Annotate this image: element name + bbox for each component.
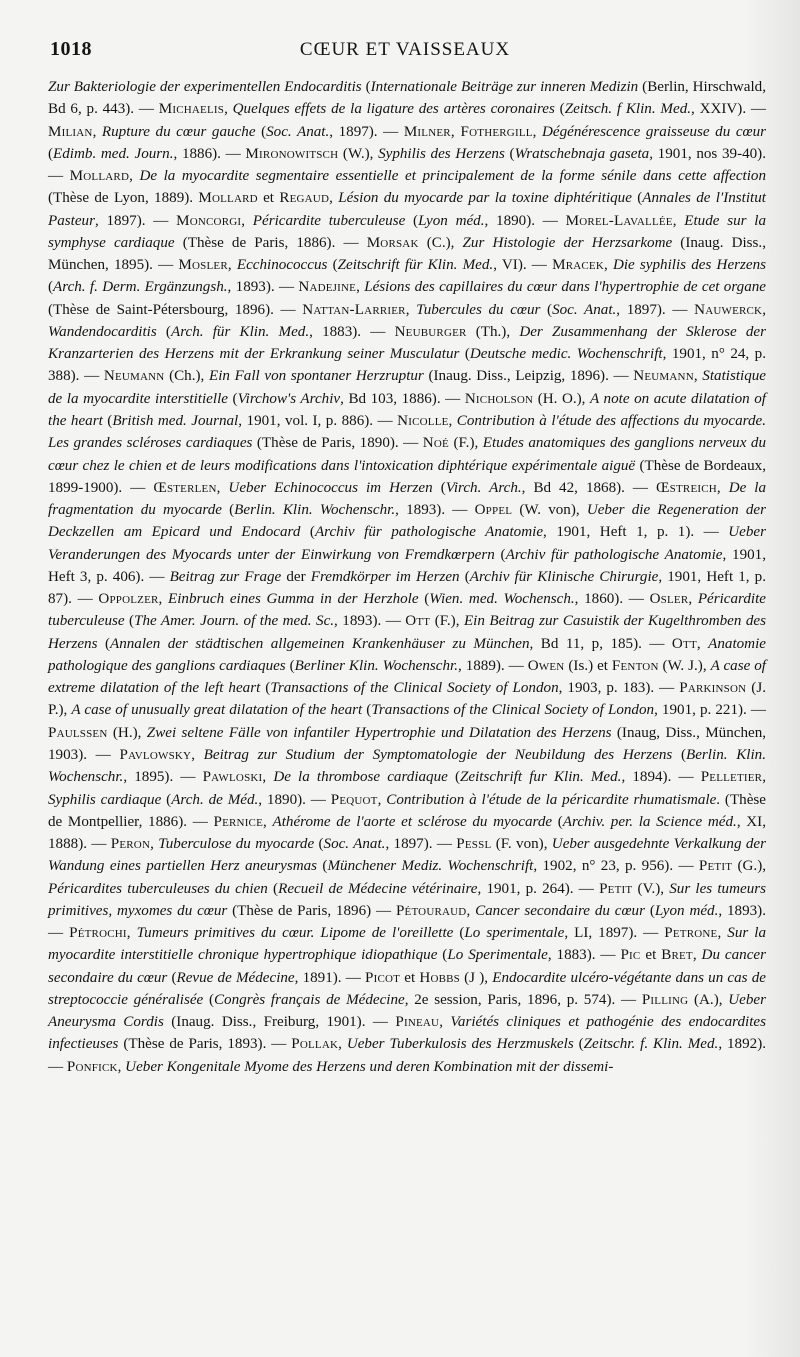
plain-text: , 1897). — — [94, 212, 177, 229]
plain-text: , — [191, 746, 204, 763]
plain-text: , XXIV). — — [691, 101, 766, 118]
italic-title: Etude sur la symphyse cardiaque — [48, 212, 766, 251]
plain-text: (W. von), — [512, 502, 587, 519]
author-name: Mollard — [198, 190, 258, 207]
page-header — [50, 38, 760, 66]
plain-text: , — [693, 368, 703, 385]
plain-text: , — [356, 279, 365, 296]
italic-title: Ueber Echinococcus im Herzen — [228, 479, 433, 496]
italic-title: Archiv. per. la Science méd. — [562, 813, 737, 830]
italic-title: Berlin. Klin. Wochenschr. — [234, 502, 396, 519]
plain-text: ( — [453, 925, 465, 942]
italic-title: De la myocardite segmentaire essentielle et principalement de la forme sénile dans cette affection — [139, 168, 766, 185]
author-name: Oppolzer — [98, 591, 159, 608]
italic-title: Edimb. med. Journ. — [53, 145, 174, 162]
plain-text: , — [377, 791, 387, 808]
italic-title: Lésions des capillaires du cœur dans l'hypertrophie de cet organe — [364, 279, 767, 296]
italic-title: Tumeurs primitives du cœur. Lipome de l'oreillette — [136, 925, 454, 942]
italic-title: Die syphilis des Herzens — [612, 257, 767, 274]
italic-title: Ueber Tuberkulosis des Herzmuskels — [346, 1036, 574, 1053]
plain-text: (Berlin, Hirschwald, Bd 6, p. 443). — — [48, 79, 766, 118]
plain-text: , 1894). — — [621, 769, 701, 786]
italic-title: Arch. f. Derm. Ergänzungsh. — [53, 279, 228, 296]
author-name: Neumann — [633, 368, 694, 385]
italic-title: Zeitschrift fur Klin. Med. — [460, 769, 622, 786]
plain-text: , 1895). — — [123, 769, 203, 786]
italic-title: Tubercules du cœur — [416, 301, 541, 318]
plain-text: , 1901, Heft 3, p. 406). — — [48, 546, 766, 585]
italic-title: Zeitschrift für Klin. Med. — [337, 257, 494, 274]
author-name: Fenton — [611, 657, 659, 674]
plain-text: , — [448, 412, 457, 429]
author-name: Pessl — [456, 836, 492, 853]
plain-text: (A.), — [688, 991, 729, 1008]
plain-text: , — [262, 769, 274, 786]
italic-title: Zeitschr. f. Klin. Med. — [583, 1036, 719, 1053]
plain-text: ( — [227, 390, 238, 407]
author-name: Ott — [405, 613, 431, 630]
italic-title: Archiv für pathologische Anatomie — [505, 546, 723, 563]
plain-text: , — [224, 101, 233, 118]
plain-text: , 1901, Heft 1, p. 1). — — [543, 524, 729, 541]
author-name: Morsak — [366, 234, 419, 251]
plain-text: . (Thèse de Montpellier, 1886). — — [48, 791, 766, 830]
plain-text: (W. J.), — [658, 657, 711, 674]
plain-text: ( — [540, 301, 553, 318]
author-name: Pilling — [641, 991, 689, 1008]
plain-text: , 1902, n° 23, p. 956). — — [533, 858, 699, 875]
plain-text: , — [762, 769, 766, 786]
italic-title: Athérome de l'aorte et sclérose du myocarde — [272, 813, 553, 830]
italic-title: Fremdkörper im Herzen — [310, 568, 460, 585]
italic-title: Sur les tumeurs primitives, myxomes du cœur — [48, 880, 766, 919]
plain-text: (V.), — [632, 880, 670, 897]
plain-text: , 2e session, Paris, 1896, p. 574). — — [404, 991, 642, 1008]
author-name: Pawloski — [202, 769, 263, 786]
author-name: Pequot — [330, 791, 378, 808]
italic-title: Congrès français de Médecine — [213, 991, 405, 1008]
author-name: Nauwerck — [694, 301, 763, 318]
italic-title: Zeitsch. f Klin. Med. — [564, 101, 692, 118]
plain-text: , Bd 42, 1868). — — [521, 479, 657, 496]
plain-text: ( — [102, 412, 113, 429]
plain-text: (Inaug, Diss., München, 1903). — — [48, 724, 767, 763]
plain-text: (F.), — [430, 613, 464, 630]
bibliography-text — [48, 76, 766, 1078]
italic-title: Wien. med. Wochensch. — [429, 591, 575, 608]
author-name: Œsterlen — [153, 479, 217, 496]
author-name: Parkinson — [679, 680, 747, 697]
plain-text: (Thèse de Lyon, 1889). — [48, 190, 199, 207]
author-name: Peron — [110, 836, 151, 853]
italic-title: Internationale Beiträge zur inneren Medizin — [370, 79, 639, 95]
plain-text: , 1901, p. 221). — — [654, 702, 766, 719]
italic-title: Du cancer secondaire du cœur — [48, 947, 766, 986]
author-name: Pétouraud — [395, 902, 467, 919]
plain-text: ( — [631, 190, 643, 207]
author-name: Regaud — [279, 190, 330, 207]
plain-text: ( — [285, 657, 295, 674]
author-name: Nadejine — [298, 279, 357, 296]
author-name: Ott — [671, 635, 697, 652]
italic-title: British med. Journal — [112, 412, 239, 429]
plain-text: , 1901, n° 24, p. 388). — — [48, 346, 766, 385]
plain-text: , VI). — — [493, 257, 553, 274]
plain-text: , — [716, 479, 729, 496]
italic-title: Cancer secondaire du cœur — [475, 902, 645, 919]
plain-text: ( — [494, 546, 506, 563]
plain-text: , 1883). — — [309, 323, 395, 340]
author-name: Moncorgi — [176, 212, 242, 229]
plain-text: , 1901, Heft 1, p. 87). — — [48, 568, 766, 608]
plain-text: , — [762, 301, 766, 318]
plain-text: , — [263, 813, 273, 830]
author-name: Nattan-Larrier — [302, 301, 406, 318]
author-name: Milner, Fothergill — [403, 123, 533, 140]
plain-text: , 1860). — — [574, 591, 650, 608]
plain-text: der — [281, 568, 311, 585]
plain-text: , 1893). — — [334, 613, 406, 630]
plain-text: ( — [437, 947, 448, 964]
plain-text: ( — [644, 902, 655, 919]
italic-title: Transactions of the Clinical Society of London — [270, 680, 559, 697]
plain-text: , — [129, 168, 140, 185]
italic-title: Arch. de Méd. — [171, 791, 259, 808]
italic-title: Annales de l'Institut Pasteur — [48, 190, 766, 229]
plain-text: ( — [300, 524, 315, 541]
plain-text: ( — [362, 702, 372, 719]
italic-title: Archiv für Klinische Chirurgie — [469, 568, 659, 585]
italic-title: Virch. Arch. — [445, 479, 522, 496]
italic-title: Zur Histologie der Herzsarkome — [462, 234, 673, 251]
italic-title: Dégénérescence graisseuse du cœur — [542, 123, 767, 140]
plain-text: , — [692, 947, 702, 964]
author-name: Pineau — [395, 1014, 440, 1031]
italic-title: Ueber die Regeneration der Deckzellen am Epicard und Endocard — [48, 502, 766, 541]
author-name: Pic — [620, 947, 641, 964]
author-name: Pavlowsky — [119, 746, 192, 763]
italic-title: Lyon méd. — [654, 902, 719, 919]
plain-text: ( — [432, 479, 446, 496]
plain-text: , 1903, p. 183). — — [558, 680, 680, 697]
plain-text: , — [150, 836, 159, 853]
plain-text: ( — [124, 613, 135, 630]
plain-text: , 1890). — — [258, 791, 331, 808]
plain-text: (Thèse de Paris, 1886). — — [174, 234, 367, 251]
plain-text: ( — [554, 101, 565, 118]
plain-text: , 1897). — — [385, 836, 457, 853]
plain-text: , — [696, 635, 709, 652]
italic-title: Variétés cliniques et pathogénie des endocardites infectieuses — [48, 1014, 767, 1053]
plain-text: , — [126, 925, 137, 942]
author-name: Petit — [698, 858, 733, 875]
bibliography-paragraph — [48, 76, 766, 1078]
plain-text: , 1891). — — [294, 969, 366, 986]
italic-title: A case of unusually great dilatation of the heart — [71, 702, 363, 719]
plain-text: , — [227, 257, 237, 274]
plain-text: (Th.), — [466, 323, 520, 340]
plain-text: (F.), — [448, 435, 483, 452]
author-name: Oppel — [474, 502, 513, 519]
plain-text: (Thèse de Saint-Pétersbourg, 1896). — — [48, 301, 303, 318]
plain-text: , 1893). — — [395, 502, 475, 519]
plain-text: (Thèse de Paris, 1896) — — [227, 902, 396, 919]
italic-title: De la fragmentation du myocarde — [48, 479, 767, 519]
italic-title: Zur Bakteriologie der experimentellen Endocarditis — [48, 79, 362, 95]
plain-text: , — [717, 925, 728, 942]
plain-text: ( — [260, 680, 271, 697]
plain-text: ( — [156, 323, 171, 340]
author-name: Nicolle — [397, 412, 449, 429]
plain-text: , — [405, 301, 417, 318]
plain-text: ( — [203, 991, 214, 1008]
italic-title: Lo sperimentale — [464, 925, 565, 942]
plain-text: ( — [361, 79, 371, 95]
plain-text: (J. P.), — [48, 680, 766, 719]
author-name: Owen — [527, 657, 565, 674]
plain-text: ( — [573, 1036, 584, 1053]
italic-title: A case of extreme dilatation of the left heart — [48, 657, 766, 697]
plain-text: ( — [459, 568, 470, 585]
author-name: Hobbs — [419, 969, 460, 986]
plain-text: ( — [48, 145, 54, 162]
italic-title: Recueil de Médecine vétérinaire — [278, 880, 478, 897]
plain-text: , Bd 103, 1886). — — [340, 390, 465, 407]
italic-title: Ein Fall von spontaner Herzruptur — [208, 368, 424, 385]
plain-text: , 1901, vol. I, p. 886). — — [238, 412, 398, 429]
plain-text: ( — [267, 880, 279, 897]
plain-text: , — [466, 902, 476, 919]
plain-text: , — [117, 1058, 126, 1075]
italic-title: Zwei seltene Fälle von infantiler Hypertrophie und Dilatation des Herzens — [146, 724, 612, 741]
plain-text: , 1893). — — [48, 902, 766, 942]
author-name: Pollak — [291, 1036, 339, 1053]
italic-title: Syphilis cardiaque — [48, 791, 162, 808]
italic-title: Lyon méd. — [418, 212, 485, 229]
italic-title: Revue de Médecine — [176, 969, 295, 986]
author-name: Milian — [48, 123, 93, 140]
author-name: Pelletier — [700, 769, 763, 786]
plain-text: , 1889). — — [457, 657, 528, 674]
italic-title: Wratschebnaja gaseta — [514, 145, 650, 162]
plain-text: , — [688, 591, 698, 608]
plain-text: (Inaug. Diss., München, 1895). — — [48, 234, 766, 274]
plain-text: (F. von), — [491, 836, 552, 853]
plain-text: ( — [317, 858, 328, 875]
italic-title: Contribution à l'étude de la péricardite rhumatismale — [386, 791, 717, 808]
page-number: 1018 — [50, 38, 92, 60]
plain-text: , 1897). — — [329, 123, 404, 140]
italic-title: Ueber Kongenitale Myome des Herzens und deren Kombination mit der dissemi- — [125, 1058, 614, 1075]
author-name: Michaelis — [158, 101, 225, 118]
plain-text: (Inaug. Diss., Freiburg, 1901). — — [163, 1014, 396, 1031]
plain-text: (Inaug. Diss., Leipzig, 1896). — — [423, 368, 634, 385]
plain-text: , — [338, 1036, 347, 1053]
plain-text: , 1883). — — [547, 947, 621, 964]
italic-title: Einbruch eines Gumma in der Herzhole — [168, 591, 419, 608]
italic-title: Tuberculose du myocarde — [158, 836, 315, 853]
author-name: Mracek — [552, 257, 604, 274]
plain-text: , — [603, 257, 613, 274]
plain-text: , — [92, 123, 102, 140]
plain-text: ( — [48, 279, 54, 296]
italic-title: Berliner Klin. Wochenschr. — [294, 657, 458, 674]
italic-title: Etudes anatomiques des ganglions nerveux du cœur chez le chien et de leurs modifications dans l'intoxication diphtérique expérimentale aiguë — [48, 435, 766, 474]
plain-text: (H.), — [107, 724, 147, 741]
italic-title: Münchener Mediz. Wochenschrift — [327, 858, 534, 875]
author-name: Osler — [649, 591, 689, 608]
italic-title: Soc. Anat. — [266, 123, 330, 140]
plain-text: , — [241, 212, 253, 229]
author-name: Pernice — [213, 813, 264, 830]
plain-text: , 1890). — — [484, 212, 566, 229]
italic-title: Sur la myocardite interstitielle chronique hypertrophique idiopathique — [48, 925, 766, 964]
italic-title: Annalen der städtischen allgemeinen Krankenhäuser zu München — [109, 635, 530, 652]
italic-title: Anatomie pathologique des ganglions cardiaques — [48, 635, 766, 674]
plain-text: (Thèse de Paris, 1890). — — [252, 435, 423, 452]
author-name: Œstreich — [656, 479, 717, 496]
plain-text: ( — [255, 123, 267, 140]
plain-text: (J ), — [459, 969, 493, 986]
italic-title: Transactions of the Clinical Society of London — [371, 702, 655, 719]
plain-text: , XI, 1888). — — [48, 813, 766, 853]
plain-text: , 1901, p. 264). — — [477, 880, 600, 897]
author-name: Noé — [422, 435, 449, 452]
plain-text: ( — [327, 257, 338, 274]
author-name: Petrone — [664, 925, 718, 942]
plain-text: , LI, 1897). — — [564, 925, 665, 942]
italic-title: Der Zusammenhang der Sklerose der Kranzarterien des Herzens mit der Erkrankung seiner Musculatur — [48, 323, 766, 363]
plain-text: ( — [552, 813, 563, 830]
plain-text: (W.), — [338, 145, 379, 162]
plain-text: et — [640, 947, 662, 964]
italic-title: Statistique de la myocardite interstitielle — [48, 368, 767, 407]
plain-text: (Thèse de Paris, 1893). — — [118, 1036, 292, 1053]
plain-text: , 1893). — — [227, 279, 299, 296]
italic-title: Lésion du myocarde par la toxine diphtéritique — [338, 190, 632, 207]
author-name: Mosler — [178, 257, 228, 274]
italic-title: Soc. Anat. — [323, 836, 386, 853]
plain-text: , — [216, 479, 229, 496]
plain-text: , — [158, 591, 168, 608]
plain-text: , — [439, 1014, 451, 1031]
italic-title: Ueber Veranderungen des Myocards unter der Einwirkung von Fremdkœrpern — [48, 524, 766, 563]
plain-text: ( — [161, 791, 172, 808]
author-name: Bret — [661, 947, 693, 964]
plain-text: , Bd 11, p, 185). — — [529, 635, 672, 652]
author-name: Paulssen — [48, 724, 108, 741]
italic-title: Endocardite ulcéro-végétante dans un cas de streptococcie généralisée — [48, 969, 766, 1008]
author-name: Morel-Lavallée — [565, 212, 673, 229]
italic-title: De la thrombose cardiaque — [273, 769, 448, 786]
plain-text: ( — [504, 145, 515, 162]
plain-text: ( — [447, 769, 461, 786]
plain-text: et — [257, 190, 280, 207]
author-name: Mollard — [69, 168, 130, 185]
plain-text: (Is.) et — [564, 657, 612, 674]
italic-title: Contribution à l'étude des affections du myocarde. Les grandes scléroses cardiaques — [48, 412, 766, 452]
italic-title: Péricardite tuberculeuse — [48, 591, 766, 630]
author-name: Pétrochi — [69, 925, 127, 942]
author-name: Ponfick — [66, 1058, 118, 1075]
plain-text: , — [532, 123, 542, 140]
author-name: Mironowitsch — [245, 145, 339, 162]
plain-text: ( — [418, 591, 430, 608]
italic-title: Ueber Aneurysma Cordis — [48, 991, 766, 1031]
plain-text: (Thèse de Bordeaux, 1899-1900). — — [48, 457, 766, 496]
italic-title: Ecchinococcus — [236, 257, 328, 274]
plain-text: ( — [221, 502, 235, 519]
italic-title: The Amer. Journ. of the med. Sc. — [134, 613, 335, 630]
plain-text: ( — [314, 836, 324, 853]
author-name: Neumann — [103, 368, 165, 385]
italic-title: Quelques effets de la ligature des artères coronaires — [232, 101, 555, 118]
italic-title: Ein Beitrag zur Casuistik der Kugelthromben des Herzens — [48, 613, 766, 652]
plain-text: , 1892). — — [48, 1036, 766, 1075]
italic-title: Deutsche medic. Wochenschrift — [469, 346, 663, 363]
italic-title: Lo Sperimentale — [447, 947, 548, 964]
author-name: Nicholson — [464, 390, 534, 407]
plain-text: ( — [97, 635, 110, 652]
plain-text: ( — [405, 212, 419, 229]
italic-title: Berlin. Klin. Wochenschr. — [48, 746, 766, 786]
plain-text: ( — [167, 969, 177, 986]
italic-title: Arch. für Klin. Med. — [170, 323, 310, 340]
italic-title: Rupture du cœur gauche — [101, 123, 256, 140]
italic-title: Wandendocarditis — [48, 323, 157, 340]
author-name: Picot — [365, 969, 401, 986]
italic-title: Ueber ausgedehnte Verkalkung der Wandung eines partiellen Herz aneurysmas — [48, 836, 766, 875]
plain-text: (H. O.), — [533, 390, 591, 407]
author-name: Neuburger — [394, 323, 467, 340]
plain-text: (Ch.), — [164, 368, 209, 385]
plain-text: et — [400, 969, 420, 986]
author-name: Petit — [599, 880, 633, 897]
italic-title: Soc. Anat. — [552, 301, 617, 318]
plain-text: ( — [459, 346, 470, 363]
italic-title: Beitrag zur Frage — [169, 568, 282, 585]
plain-text: , 1897). — — [616, 301, 695, 318]
plain-text: , — [672, 212, 685, 229]
italic-title: A note on acute dilatation of the heart — [48, 390, 766, 429]
italic-title: Beitrag zur Studium der Symptomatologie der Neubildung des Herzens — [203, 746, 673, 763]
plain-text: , 1901, nos 39-40). — — [48, 145, 766, 185]
italic-title: Archiv für pathologische Anatomie — [314, 524, 544, 541]
plain-text: , — [329, 190, 339, 207]
plain-text: (C.), — [418, 234, 463, 251]
plain-text: , 1886). — — [173, 145, 246, 162]
plain-text: (G.), — [732, 858, 766, 875]
italic-title: Syphilis des Herzens — [378, 145, 505, 162]
italic-title: Péricardite tuberculeuse — [252, 212, 406, 229]
running-head: CŒUR ET VAISSEAUX — [299, 39, 511, 60]
italic-title: Péricardites tuberculeuses du chien — [48, 880, 268, 897]
italic-title: Virchow's Archiv — [237, 390, 341, 407]
plain-text: ( — [672, 746, 687, 763]
